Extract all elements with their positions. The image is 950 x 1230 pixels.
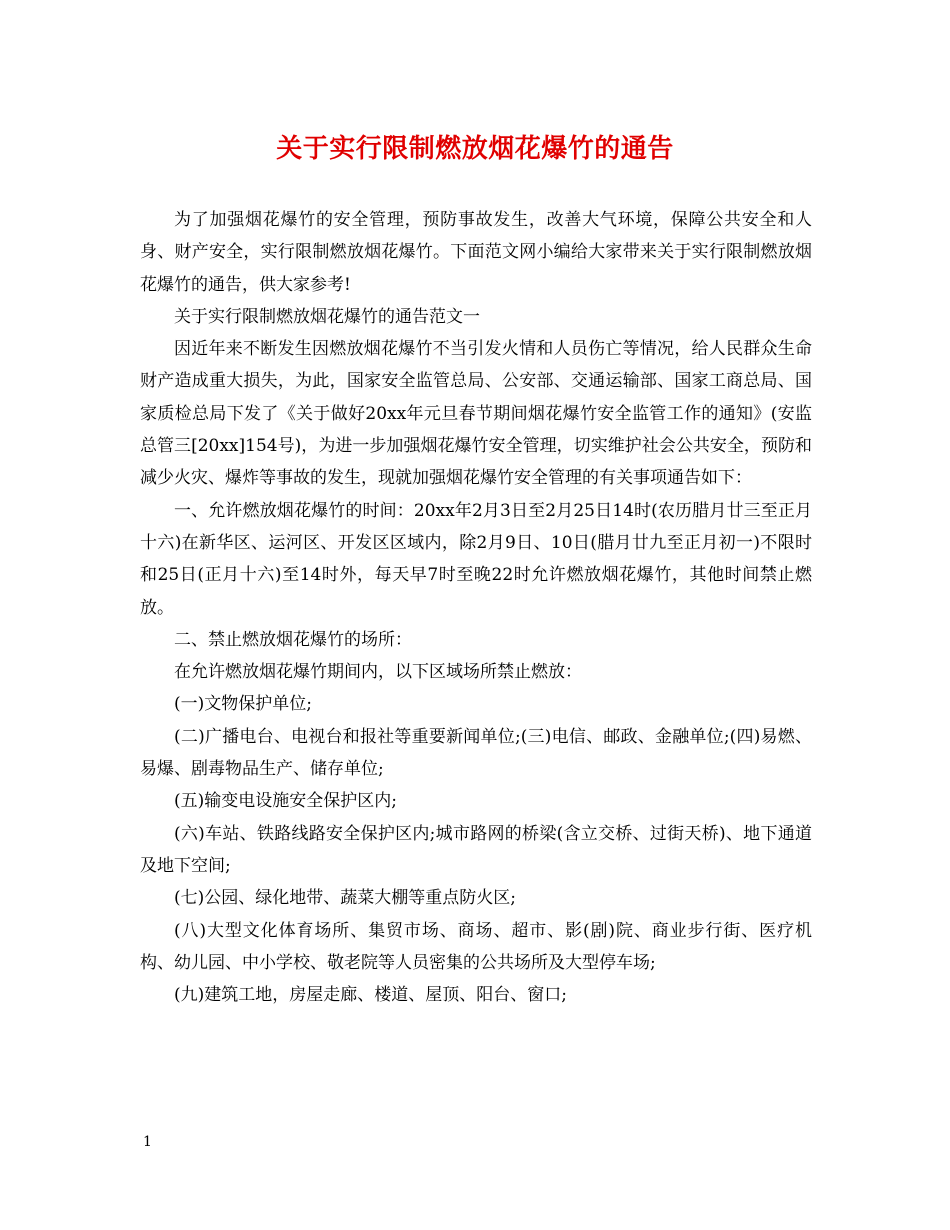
paragraph: 在允许燃放烟花爆竹期间内，以下区域场所禁止燃放：: [174, 662, 582, 683]
paragraph: 一、允许燃放烟花爆竹的时间：20xx年2月3日至2月25日14时(农历腊月廿三至正月十六)在新华区、运河区、开发区区域内，除2月9日、10日(腊月廿九至正月初一)不限时和25日(正月十六)至14时外，每天早7时至晚22时允许燃放烟花爆竹，其他时间禁止燃放。: [140, 500, 812, 618]
paragraph: 因近年来不断发生因燃放烟花爆竹不当引发火情和人员伤亡等情况，给人民群众生命财产造成重大损失，为此，国家安全监管总局、公安部、交通运输部、国家工商总局、国家质检总局下发了《关于做好20xx年元旦春节期间烟花爆竹安全监管工作的通知》(安监总管三[20xx]154号)，为进一步加强烟花爆竹安全管理，切实维护社会公共安全，预防和减少火灾、爆炸等事故的发生，现就加强烟花爆竹安全管理的有关事项通告如下：: [140, 339, 812, 489]
document-body: [140, 204, 812, 1011]
paragraph: (一)文物保护单位;: [174, 694, 312, 715]
paragraph: 二、禁止燃放烟花爆竹的场所：: [174, 629, 412, 650]
paragraph: (五)输变电设施安全保护区内;: [174, 791, 397, 812]
paragraph: (七)公园、绿化地带、蔬菜大棚等重点防火区;: [174, 888, 516, 909]
paragraph: (九)建筑工地，房屋走廊、楼道、屋顶、阳台、窗口;: [174, 985, 567, 1006]
paragraph: 关于实行限制燃放烟花爆竹的通告范文一: [174, 306, 480, 327]
paragraph: (六)车站、铁路线路安全保护区内;城市路网的桥梁(含立交桥、过街天桥)、地下通道及地下空间;: [140, 823, 812, 876]
document-title: 关于实行限制燃放烟花爆竹的通告: [276, 134, 674, 164]
paragraph: (八)大型文化体育场所、集贸市场、商场、超市、影(剧)院、商业步行街、医疗机构、幼儿园、中小学校、敬老院等人员密集的公共场所及大型停车场;: [140, 920, 812, 973]
paragraph: (二)广播电台、电视台和报社等重要新闻单位;(三)电信、邮政、金融单位;(四)易燃、易爆、剧毒物品生产、储存单位;: [140, 726, 812, 780]
paragraph: 为了加强烟花爆竹的安全管理，预防事故发生，改善大气环境，保障公共安全和人身、财产安全，实行限制燃放烟花爆竹。下面范文网小编给大家带来关于实行限制燃放烟花爆竹的通告，供大家参考!: [140, 210, 812, 295]
page-number: 1: [143, 1134, 152, 1150]
